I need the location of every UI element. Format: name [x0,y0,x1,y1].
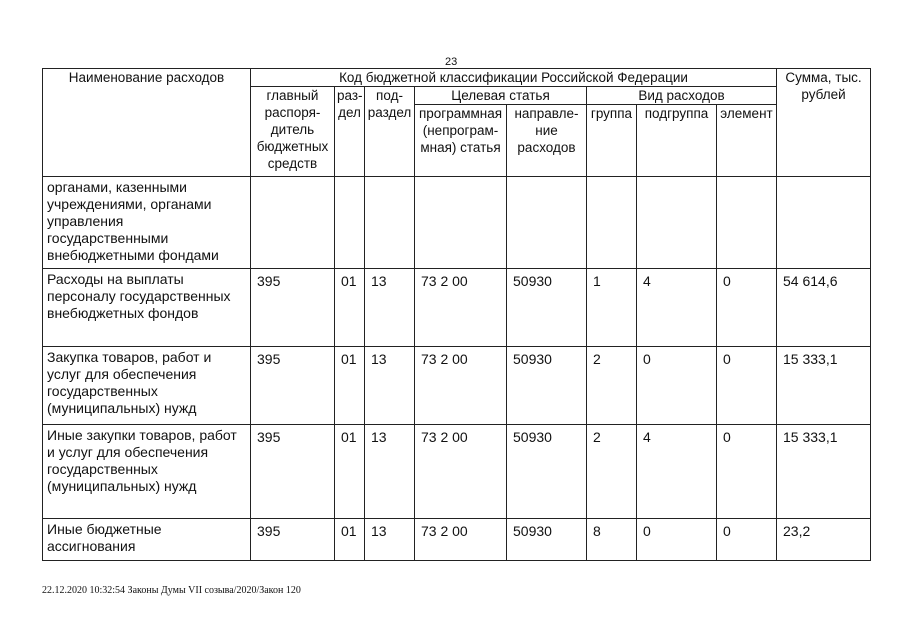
table-row [43,347,871,425]
row-grp: 2 [587,347,637,425]
header-element: элемент [717,105,777,177]
row-sum: 23,2 [777,519,871,561]
row-rz: 01 [335,269,365,347]
footer-stamp: 22.12.2020 10:32:54 Законы Думы VII созыва/2020/Закон 120 [42,585,301,596]
row-el: 0 [717,347,777,425]
row-pr: 13 [365,425,415,519]
header-gl-rasp: главный распоря-дитель бюджетных средств [251,87,335,177]
row-prog: 73 2 00 [415,425,507,519]
row-el: 0 [717,425,777,519]
header-program: программная (непрограм-мная) статья [415,105,507,177]
row-gr: 395 [251,347,335,425]
row-gr: 395 [251,519,335,561]
header-gruppa: группа [587,105,637,177]
row-name: Расходы на выплаты персоналу государственных внебюджетных фондов [43,269,251,347]
header-sum: Сумма, тыс. рублей [777,69,871,177]
table-row [43,519,871,561]
budget-table [42,68,871,561]
row-name: Закупка товаров, работ и услуг для обеспечения государственных (муниципальных) нужд [43,347,251,425]
row-napr: 50930 [507,269,587,347]
row-el: 0 [717,519,777,561]
row-grp: 2 [587,425,637,519]
header-kbk: Код бюджетной классификации Российской Федерации [251,69,777,87]
header-razdel: раз-дел [335,87,365,177]
row-rz: 01 [335,347,365,425]
header-vid-rash: Вид расходов [587,87,777,105]
row-gr: 395 [251,269,335,347]
page-number: 23 [445,56,458,68]
row-grp: 8 [587,519,637,561]
header-cel-stat: Целевая статья [415,87,587,105]
row-pgrp: 4 [637,269,717,347]
table-row [43,269,871,347]
row-sum: 54 614,6 [777,269,871,347]
row-prog: 73 2 00 [415,347,507,425]
row-pgrp: 0 [637,519,717,561]
row-prog: 73 2 00 [415,269,507,347]
table-row [43,425,871,519]
row-name: Иные бюджетные ассигнования [43,519,251,561]
row-rz: 01 [335,519,365,561]
header-name: Наименование расходов [43,69,251,177]
row-prog: 73 2 00 [415,519,507,561]
row-gr: 395 [251,425,335,519]
row-napr: 50930 [507,347,587,425]
row-name: Иные закупки товаров, работ и услуг для обеспечения государственных (муниципальных) нужд [43,425,251,519]
row-el: 0 [717,269,777,347]
continuation-text: органами, казенными учреждениями, органами управления государственными внебюджетными фондами [43,177,251,269]
row-grp: 1 [587,269,637,347]
row-pr: 13 [365,347,415,425]
row-pgrp: 0 [637,347,717,425]
row-pgrp: 4 [637,425,717,519]
row-pr: 13 [365,519,415,561]
header-napravl: направле-ние расходов [507,105,587,177]
row-napr: 50930 [507,425,587,519]
row-sum: 15 333,1 [777,425,871,519]
row-napr: 50930 [507,519,587,561]
header-podrazdel: под-раздел [365,87,415,177]
row-sum: 15 333,1 [777,347,871,425]
row-pr: 13 [365,269,415,347]
header-podgruppa: подгруппа [637,105,717,177]
row-rz: 01 [335,425,365,519]
